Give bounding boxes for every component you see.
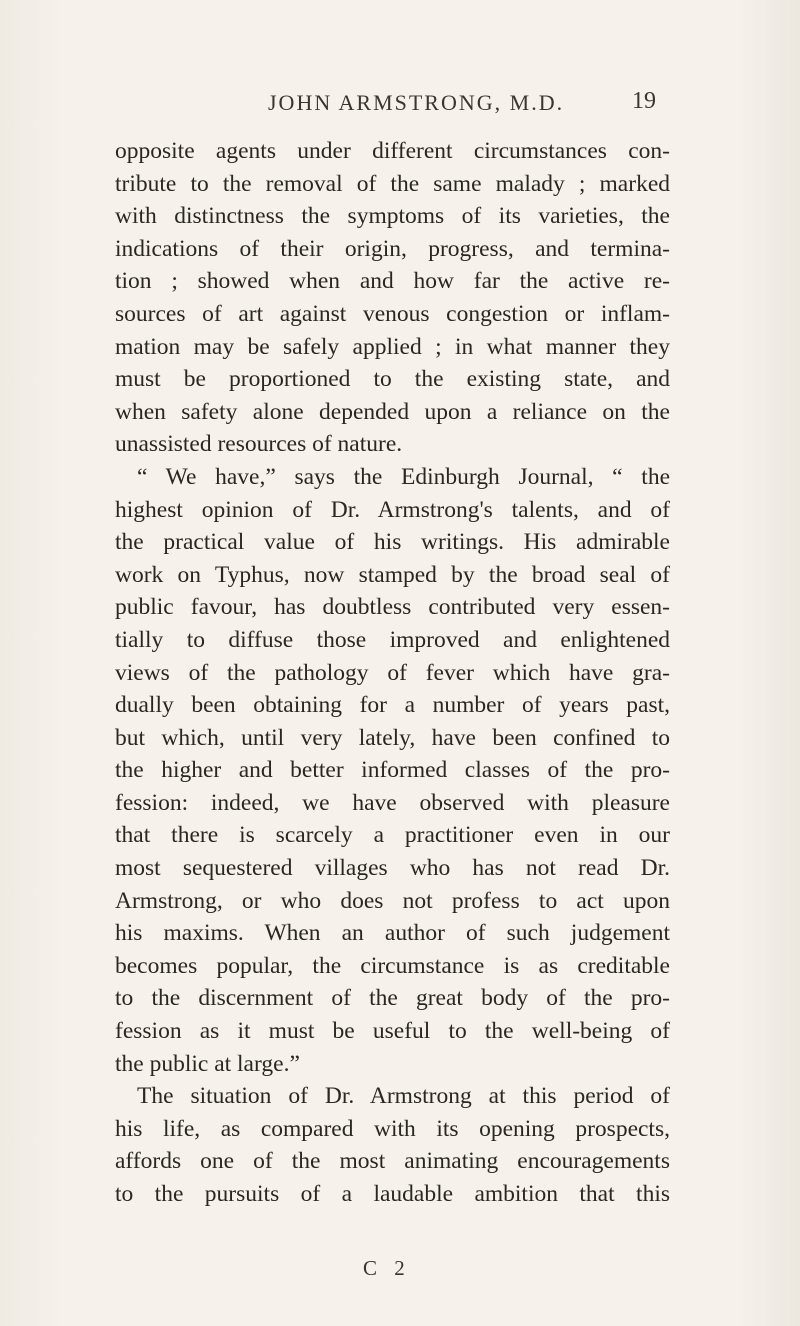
text-line: views of the pathology of fever which have gra- [115,659,670,686]
text-line: tially to diffuse those improved and enlightened [115,626,670,653]
running-head [0,86,800,126]
text-line: fession: indeed, we have observed with pleasure [115,789,670,816]
text-line: when safety alone depended upon a reliance on the [115,398,670,425]
text-line: mation may be safely applied ; in what manner they [115,333,670,360]
text-line: the practical value of his writings. His admirable [115,529,670,556]
running-title: JOHN ARMSTRONG, M.D. [268,90,565,115]
text-line: affords one of the most animating encouragements [115,1148,670,1175]
text-line: that there is scarcely a practitioner even in our [115,822,670,849]
signature-mark: C 2 [363,1256,411,1280]
text-line: public favour, has doubtless contributed very essen- [115,594,670,621]
text-line: Armstrong, or who does not profess to act upon [115,887,670,914]
text-line: to the pursuits of a laudable ambition that this [115,1181,670,1207]
page-number: 19 [632,88,656,114]
text-line: opposite agents under different circumstances con- [115,138,670,164]
text-line: becomes popular, the circumstance is as creditable [115,952,670,979]
text-line: sources of art against venous congestion or inflam- [115,300,670,327]
text-line: his maxims. When an author of such judgement [115,920,670,947]
text-line: most sequestered villages who has not read Dr. [115,855,670,882]
text-line: to the discernment of the great body of the pro- [115,985,670,1012]
text-line: his life, as compared with its opening prospects, [115,1115,670,1142]
text-line: with distinctness the symptoms of its varieties, the [115,203,670,230]
text-line: unassisted resources of nature. [115,431,403,458]
text-line: the higher and better informed classes of the pro- [115,757,670,784]
body-text [115,135,670,1211]
text-line: highest opinion of Dr. Armstrong's talents, and of [115,496,670,523]
text-line: the public at large.” [115,1050,300,1077]
text-line: work on Typhus, now stamped by the broad seal of [115,561,670,588]
text-line: must be proportioned to the existing state, and [115,366,670,393]
text-line: but which, until very lately, have been confined to [115,724,670,751]
text-line: tribute to the removal of the same malady ; marked [115,170,670,197]
text-line: tion ; showed when and how far the active re- [115,268,670,295]
text-line: dually been obtaining for a number of years past, [115,692,670,719]
text-line: The situation of Dr. Armstrong at this period of [137,1083,670,1110]
text-line: indications of their origin, progress, and termina- [115,235,670,262]
text-line: fession as it must be useful to the well-being of [115,1018,670,1045]
text-line: “ We have,” says the Edinburgh Journal, “ the [137,463,670,490]
